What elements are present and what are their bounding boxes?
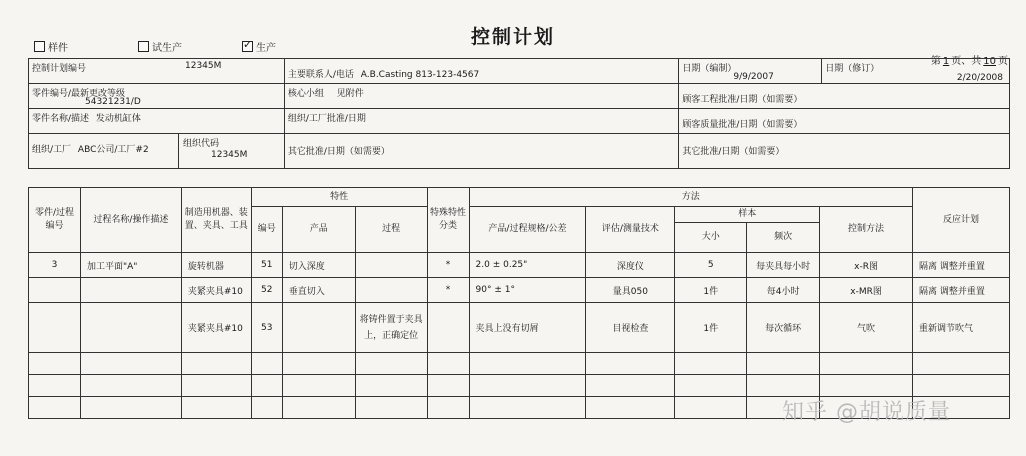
col-product: 产品 (282, 207, 355, 253)
cell-control: x-R图 (820, 253, 913, 278)
col-spec: 产品/过程规格/公差 (469, 207, 586, 253)
cell-freq: 每夹具每小时 (747, 253, 820, 278)
cell-process-name (80, 303, 181, 353)
date-revised-label: 日期（修订） (825, 64, 880, 74)
checkbox-pre-launch-label: 试生产 (152, 43, 182, 54)
checkbox-prototype-label: 样件 (48, 43, 68, 54)
col-freq: 频次 (747, 223, 820, 253)
cell-process-name: 加工平面"A" (80, 253, 181, 278)
checkbox-production[interactable] (242, 39, 276, 54)
cell-size: 1件 (675, 303, 747, 353)
plan-number-value: 12345M (185, 61, 222, 71)
cell-char-no: 52 (251, 278, 282, 303)
cell-product (282, 303, 355, 353)
col-control: 控制方法 (820, 207, 913, 253)
col-eval: 评估/测量技术 (586, 207, 675, 253)
col-process: 过程 (355, 207, 427, 253)
org-name-subcell (29, 134, 179, 168)
col-size: 大小 (675, 223, 747, 253)
part-number-label: 零件编号/最新更改等级 (32, 89, 126, 99)
org-code-label: 组织代码 (183, 139, 220, 149)
customer-engineering-label: 顾客工程批准/日期（如需要） (682, 95, 803, 105)
col-methods: 方法 (469, 188, 912, 207)
page-mid: 页、共 (951, 56, 982, 67)
org-code-subcell (179, 134, 284, 168)
date-compiled-value: 9/9/2007 (733, 72, 774, 82)
document-title: 控制计划 (470, 26, 555, 48)
date-compiled-label: 日期（编制） (682, 64, 737, 74)
table-row-empty (29, 375, 1010, 397)
cell-char-no: 51 (251, 253, 282, 278)
customer-engineering-cell (679, 84, 1010, 109)
org-label: 组织/工厂 (32, 145, 72, 155)
cell-reaction: 重新调节吹气 (913, 303, 1010, 353)
plan-phase-checkboxes (34, 39, 300, 54)
cell-special (427, 303, 469, 353)
org-approval-label: 组织/工厂批准/日期 (287, 114, 366, 124)
part-number-value: 54321231/D (85, 97, 141, 107)
cell-special: * (427, 278, 469, 303)
cell-part (29, 303, 81, 353)
col-sample: 样本 (675, 207, 820, 223)
cell-eval: 深度仪 (586, 253, 675, 278)
cell-size: 1件 (675, 278, 747, 303)
org-cell (29, 134, 285, 169)
checkbox-prototype[interactable] (34, 39, 68, 54)
other-approval-cell (284, 134, 679, 169)
cell-part: 3 (29, 253, 81, 278)
part-name-cell (29, 109, 285, 134)
cell-control: x-MR图 (820, 278, 913, 303)
checkbox-production-box[interactable] (242, 41, 253, 52)
page-suffix: 页 (998, 56, 1008, 67)
page-current: 1 (942, 56, 950, 67)
cell-freq: 每次循环 (747, 303, 820, 353)
org-code-value: 12345M (211, 150, 248, 160)
other-approval-right-label: 其它批准/日期（如需要） (682, 147, 785, 157)
cell-size: 5 (675, 253, 747, 278)
date-compiled-cell (679, 59, 822, 84)
checkbox-pre-launch-box[interactable] (138, 41, 149, 52)
table-row (29, 253, 1010, 278)
cell-eval: 目视检查 (586, 303, 675, 353)
watermark: 知乎 @胡说质量 (782, 400, 951, 425)
cell-part (29, 278, 81, 303)
col-part-process-no: 零件/过程编号 (29, 188, 81, 253)
other-approval-label: 其它批准/日期（如需要） (287, 147, 390, 157)
core-team-value: 见附件 (336, 89, 364, 99)
cell-machine: 夹紧夹具#10 (181, 278, 251, 303)
org-value: ABC公司/工厂#2 (77, 145, 149, 155)
checkbox-production-label: 生产 (256, 43, 276, 54)
contact-label: 主要联系人/电话 (287, 70, 354, 80)
part-name-value: 发动机缸体 (95, 114, 141, 124)
header-table (28, 58, 1010, 169)
cell-char-no: 53 (251, 303, 282, 353)
org-approval-cell (284, 109, 679, 134)
cell-spec: 90° ± 1° (469, 278, 586, 303)
checkbox-prototype-box[interactable] (34, 41, 45, 52)
plan-number-cell (29, 59, 285, 84)
part-number-cell (29, 84, 285, 109)
cell-spec: 夹具上没有切屑 (469, 303, 586, 353)
col-process-name: 过程名称/操作描述 (80, 188, 181, 253)
table-row (29, 278, 1010, 303)
col-characteristics: 特性 (251, 188, 427, 207)
cell-reaction: 隔离 调整并重置 (913, 278, 1010, 303)
other-approval-right-cell (679, 134, 1010, 169)
date-revised-value: 2/20/2008 (956, 73, 1003, 83)
cell-process: 将铸件置于夹具上，正确定位 (355, 303, 427, 353)
table-row-empty (29, 353, 1010, 375)
col-special-class: 特殊特性分类 (427, 188, 469, 253)
cell-eval: 量具050 (586, 278, 675, 303)
cell-process (355, 253, 427, 278)
cell-freq: 每4小时 (747, 278, 820, 303)
cell-spec: 2.0 ± 0.25" (469, 253, 586, 278)
col-machine: 制造用机器、装置、夹具、工具 (181, 188, 251, 253)
cell-machine: 夹紧夹具#10 (181, 303, 251, 353)
cell-product: 切入深度 (282, 253, 355, 278)
col-char-no: 编号 (251, 207, 282, 253)
cell-control: 气吹 (820, 303, 913, 353)
page-prefix: 第 (930, 56, 941, 67)
cell-process (355, 278, 427, 303)
part-name-label: 零件名称/描述 (32, 114, 90, 124)
cell-product: 垂直切入 (282, 278, 355, 303)
cell-process-name (80, 278, 181, 303)
cell-machine: 旋转机器 (181, 253, 251, 278)
control-plan-table (28, 187, 1010, 419)
page-total: 10 (983, 56, 996, 67)
core-team-cell (284, 84, 679, 109)
cell-special: * (427, 253, 469, 278)
col-reaction: 反应计划 (913, 188, 1010, 253)
plan-number-label: 控制计划编号 (32, 64, 87, 74)
table-row (29, 303, 1010, 353)
date-revised-cell (822, 59, 1010, 84)
contact-cell (284, 59, 679, 84)
customer-quality-cell (679, 109, 1010, 134)
cell-reaction: 隔离 调整并重置 (913, 253, 1010, 278)
customer-quality-label: 顾客质量批准/日期（如需要） (682, 120, 803, 130)
contact-value: A.B.Casting 813-123-4567 (360, 70, 480, 80)
checkbox-pre-launch[interactable] (138, 39, 182, 54)
core-team-label: 核心小组 (287, 89, 324, 99)
